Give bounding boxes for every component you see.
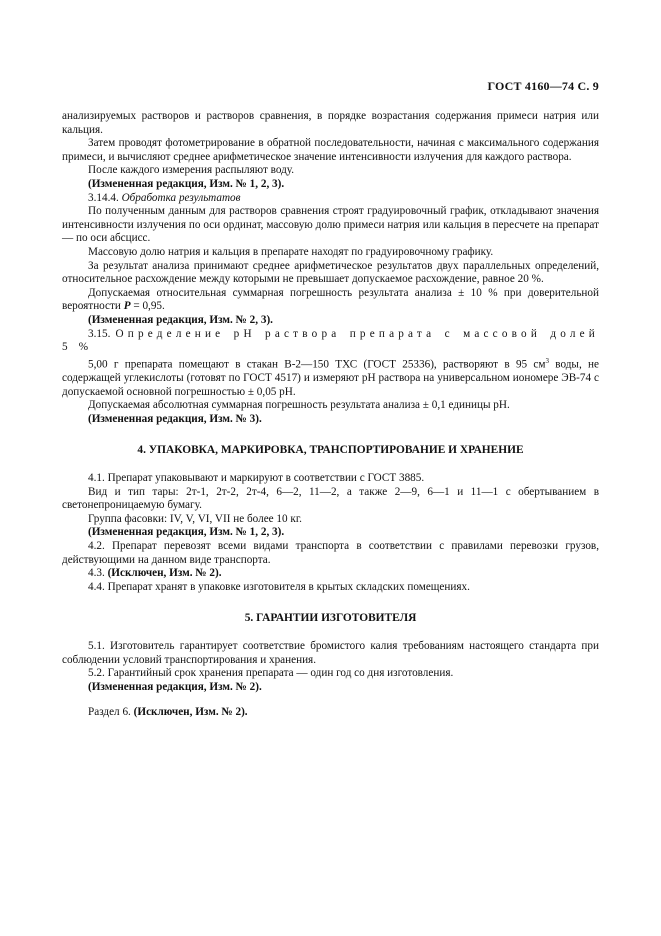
paragraph-4-1: 4.1. Препарат упаковывают и маркируют в соответствии с ГОСТ 3885.	[88, 471, 425, 484]
paragraph-5-2: 5.2. Гарантийный срок хранения препарата — один год со дня изготовления.	[88, 667, 454, 680]
amendment-note: (Измененная редакция, Изм. № 1, 2, 3).	[88, 526, 285, 539]
amendment-note: (Измененная редакция, Изм. № 1, 2, 3).	[88, 177, 285, 190]
amendment-note: (Измененная редакция, Изм. № 2, 3).	[88, 313, 273, 326]
paragraph-calibration-graph: По полученным данным для растворов сравнения строят градуировочный график, откладывают значения интенсивности излучения по оси ординат, массовую долю примеси натрия или кальция в пересчете на препарат — по оси абсцисс.	[62, 205, 599, 245]
paragraph-packing-group: Группа фасовки: IV, V, VI, VII не более 10 кг.	[88, 512, 302, 525]
subsection-heading-3-14-4	[62, 192, 599, 206]
paragraph-water-spray: После каждого измерения распыляют воду.	[88, 164, 295, 177]
paragraph-ph-procedure: 5,00 г препарата помещают в стакан В-2—150 ТХС (ГОСТ 25336), растворяют в 95 $см^3$ воды, не содержащей углекислоты (готовят по ГОСТ 4517) и измеряют pH раствора на универсальном иономере ЭВ-74 с допускаемой основной погрешностью ± 0,05 pH.	[62, 356, 599, 398]
clause-title: Определение pH раствора препарата с массовой долей 5 %	[62, 327, 599, 354]
paragraph-4-2: 4.2. Препарат перевозят всеми видами транспорта в соответствии с правилами перевозки грузов, действующими на данном виде транспорта.	[62, 539, 599, 566]
superscript: 3	[545, 356, 549, 365]
paragraph-4-3: 4.3. (Исключен, Изм. № 2).	[88, 567, 222, 580]
document-body	[62, 110, 599, 720]
clause-number: 3.15.	[88, 327, 111, 340]
paragraph-error: Допускаемая относительная суммарная погрешность результата анализа ± 10 % при доверительной вероятности P = 0,95.	[62, 286, 599, 313]
page-header: ГОСТ 4160—74 С. 9	[487, 79, 599, 93]
amendment-note: (Измененная редакция, Изм. № 2).	[88, 680, 262, 693]
subsection-heading-3-15	[62, 328, 599, 355]
paragraph-container-types: Вид и тип тары: 2т-1, 2т-2, 2т-4, 6—2, 11—2, а также 2—9, 6—1 и 11—1 с обертыванием в светонепроницаемую бумагу.	[62, 485, 599, 512]
section-title-5: 5. ГАРАНТИИ ИЗГОТОВИТЕЛЯ	[244, 612, 417, 625]
paragraph-continuation: анализируемых растворов и растворов сравнения, в порядке возрастания содержания примеси натрия или кальция.	[62, 110, 599, 136]
paragraph-5-1: 5.1. Изготовитель гарантирует соответствие бромистого калия требованиям настоящего стандарта при соблюдении условий транспортирования и хранения.	[62, 639, 599, 666]
clause-title: Обработка результатов	[121, 191, 241, 204]
section-title-4: 4. УПАКОВКА, МАРКИРОВКА, ТРАНСПОРТИРОВАНИЕ И ХРАНЕНИЕ	[137, 444, 524, 457]
paragraph-result: За результат анализа принимают среднее арифметическое результатов двух параллельных определений, относительное расхождение между которыми не превышает допускаемое расхождение, равное 20 %.	[62, 259, 599, 286]
paragraph-4-4: 4.4. Препарат хранят в упаковке изготовителя в крытых складских помещениях.	[88, 580, 470, 593]
paragraph-photometry-reverse: Затем проводят фотометрирование в обратной последовательности, начиная с максимального содержания примеси, и вычисляют среднее арифметическое значение интенсивности излучения для каждого раствора.	[62, 137, 599, 163]
paragraph-section-6: Раздел 6. (Исключен, Изм. № 2).	[88, 706, 248, 719]
clause-number: 3.14.4.	[88, 191, 119, 204]
paragraph-mass-fraction: Массовую долю натрия и кальция в препарате находят по градуировочному графику.	[88, 245, 494, 258]
probability-symbol: P	[123, 300, 131, 313]
paragraph-ph-error: Допускаемая абсолютная суммарная погрешность результата анализа ± 0,1 единицы pH.	[88, 399, 510, 412]
amendment-note: (Измененная редакция, Изм. № 3).	[88, 412, 262, 425]
